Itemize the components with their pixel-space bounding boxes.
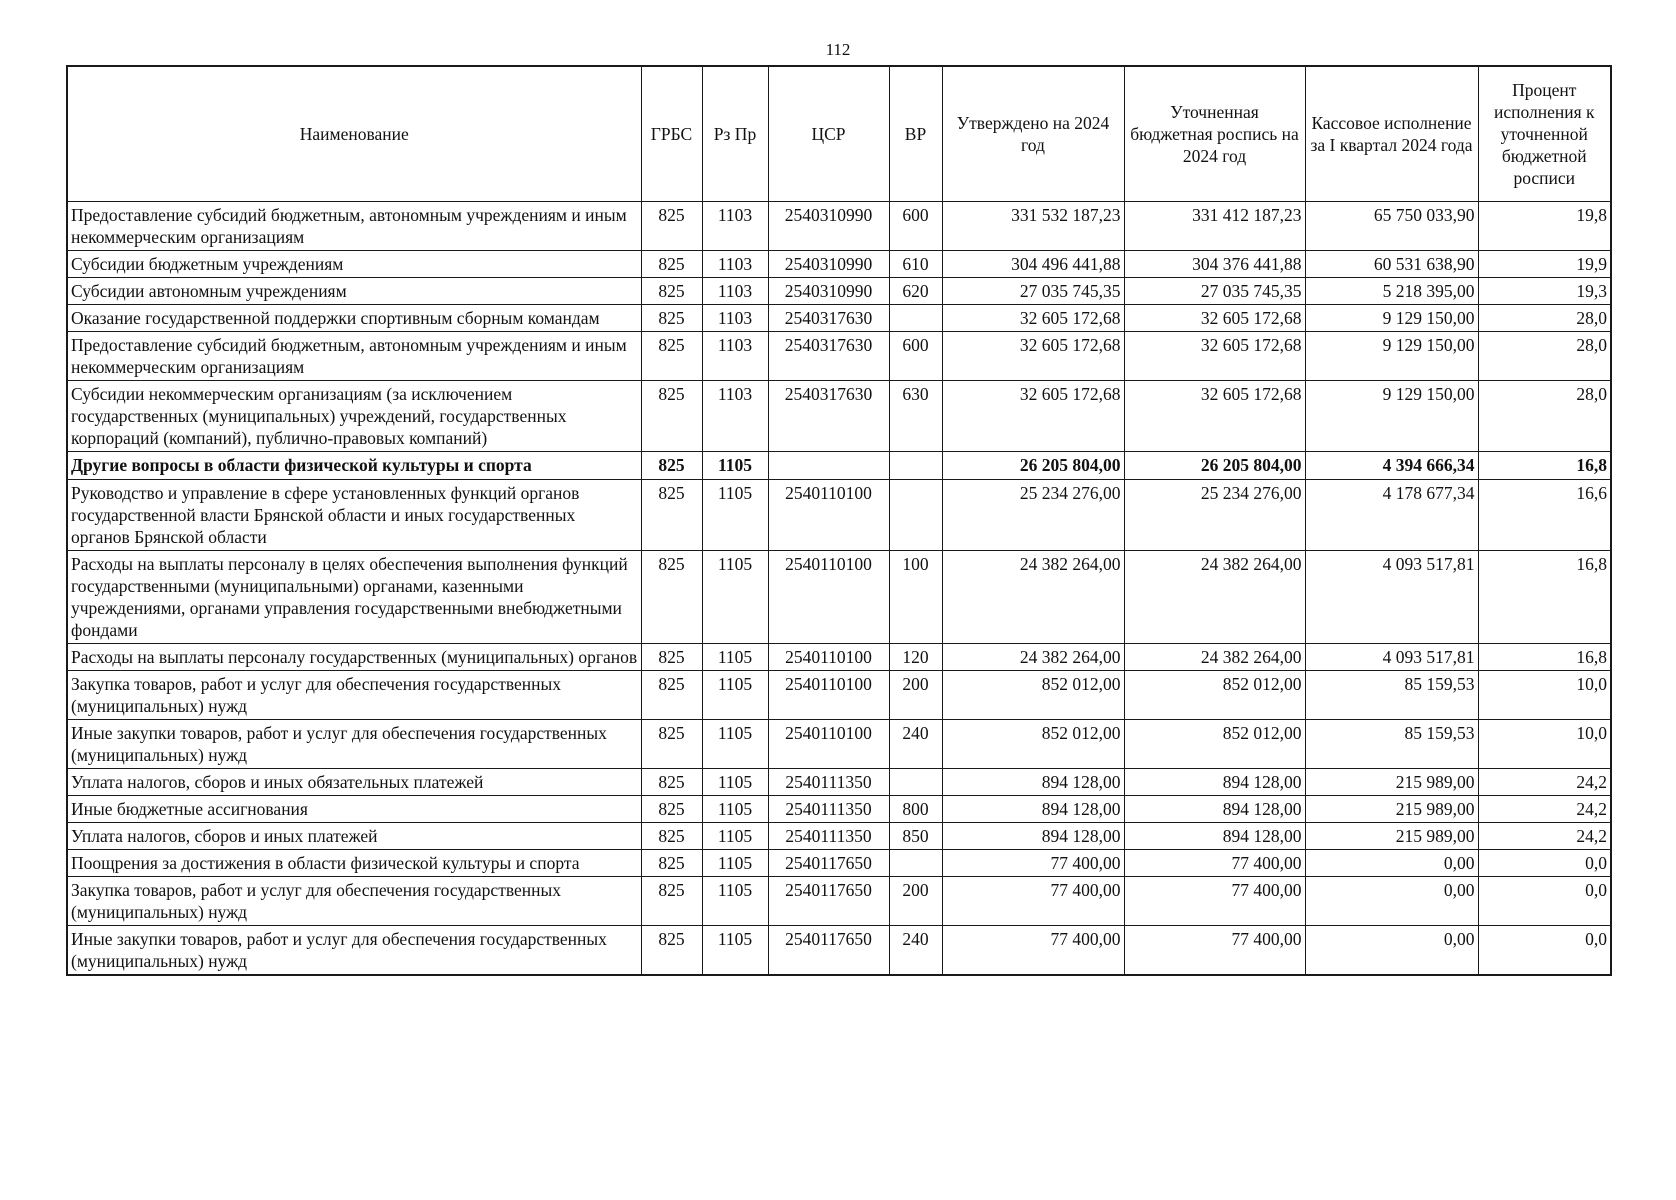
table-header — [67, 66, 1611, 202]
cell-name: Оказание государственной поддержки спортивным сборным командам — [67, 305, 641, 332]
cell-vr: 240 — [889, 719, 942, 768]
cell-name: Поощрения за достижения в области физической культуры и спорта — [67, 850, 641, 877]
cell-csr: 2540117650 — [768, 850, 889, 877]
cell-csr — [768, 452, 889, 479]
cell-approved: 77 400,00 — [942, 877, 1124, 926]
cell-vr: 600 — [889, 332, 942, 381]
cell-grbs: 825 — [641, 332, 702, 381]
cell-name: Другие вопросы в области физической культуры и спорта — [67, 452, 641, 479]
cell-percent: 10,0 — [1478, 670, 1611, 719]
cell-approved: 32 605 172,68 — [942, 332, 1124, 381]
cell-refined: 24 382 264,00 — [1124, 643, 1305, 670]
cell-vr — [889, 452, 942, 479]
cell-vr: 120 — [889, 643, 942, 670]
cell-percent: 0,0 — [1478, 926, 1611, 976]
cell-name: Руководство и управление в сфере установленных функций органов государственной власти Брянской области и иных государственных органов Брянской области — [67, 479, 641, 550]
cell-cash: 5 218 395,00 — [1305, 278, 1478, 305]
cell-refined: 894 128,00 — [1124, 796, 1305, 823]
cell-csr: 2540110100 — [768, 719, 889, 768]
cell-name: Расходы на выплаты персоналу в целях обеспечения выполнения функций государственными (муниципальными) органами, казенными учреждениями, органами управления государственными внебюджетными фондами — [67, 550, 641, 643]
cell-refined: 77 400,00 — [1124, 850, 1305, 877]
cell-percent: 16,6 — [1478, 479, 1611, 550]
header-refined: Уточненная бюджетная роспись на 2024 год — [1124, 66, 1305, 202]
cell-grbs: 825 — [641, 796, 702, 823]
cell-cash: 9 129 150,00 — [1305, 332, 1478, 381]
cell-approved: 77 400,00 — [942, 926, 1124, 976]
cell-cash: 0,00 — [1305, 850, 1478, 877]
cell-rzpr: 1105 — [702, 452, 768, 479]
cell-cash: 9 129 150,00 — [1305, 305, 1478, 332]
cell-name: Предоставление субсидий бюджетным, автономным учреждениям и иным некоммерческим организациям — [67, 202, 641, 251]
cell-vr: 200 — [889, 670, 942, 719]
cell-cash: 85 159,53 — [1305, 719, 1478, 768]
cell-name: Субсидии бюджетным учреждениям — [67, 251, 641, 278]
cell-csr: 2540317630 — [768, 332, 889, 381]
cell-vr — [889, 769, 942, 796]
cell-csr: 2540317630 — [768, 381, 889, 452]
header-cash: Кассовое исполнение за I квартал 2024 года — [1305, 66, 1478, 202]
cell-cash: 65 750 033,90 — [1305, 202, 1478, 251]
cell-approved: 331 532 187,23 — [942, 202, 1124, 251]
cell-grbs: 825 — [641, 381, 702, 452]
cell-vr — [889, 305, 942, 332]
cell-cash: 0,00 — [1305, 877, 1478, 926]
cell-vr — [889, 479, 942, 550]
cell-csr: 2540310990 — [768, 251, 889, 278]
cell-percent: 16,8 — [1478, 550, 1611, 643]
cell-rzpr: 1103 — [702, 305, 768, 332]
cell-refined: 77 400,00 — [1124, 877, 1305, 926]
cell-cash: 215 989,00 — [1305, 769, 1478, 796]
header-grbs: ГРБС — [641, 66, 702, 202]
cell-rzpr: 1103 — [702, 381, 768, 452]
cell-cash: 215 989,00 — [1305, 796, 1478, 823]
cell-rzpr: 1105 — [702, 550, 768, 643]
cell-vr: 620 — [889, 278, 942, 305]
cell-rzpr: 1105 — [702, 769, 768, 796]
cell-approved: 852 012,00 — [942, 670, 1124, 719]
cell-refined: 894 128,00 — [1124, 823, 1305, 850]
table-row — [67, 877, 1611, 926]
cell-cash: 4 093 517,81 — [1305, 550, 1478, 643]
table-row — [67, 332, 1611, 381]
cell-csr: 2540110100 — [768, 550, 889, 643]
cell-csr: 2540117650 — [768, 877, 889, 926]
cell-refined: 24 382 264,00 — [1124, 550, 1305, 643]
cell-grbs: 825 — [641, 479, 702, 550]
cell-refined: 852 012,00 — [1124, 670, 1305, 719]
cell-rzpr: 1105 — [702, 643, 768, 670]
cell-rzpr: 1103 — [702, 251, 768, 278]
cell-refined: 331 412 187,23 — [1124, 202, 1305, 251]
cell-approved: 24 382 264,00 — [942, 643, 1124, 670]
header-csr: ЦСР — [768, 66, 889, 202]
cell-approved: 304 496 441,88 — [942, 251, 1124, 278]
table-row — [67, 251, 1611, 278]
cell-grbs: 825 — [641, 823, 702, 850]
cell-refined: 77 400,00 — [1124, 926, 1305, 976]
cell-grbs: 825 — [641, 278, 702, 305]
table-row — [67, 550, 1611, 643]
cell-name: Иные закупки товаров, работ и услуг для обеспечения государственных (муниципальных) нужд — [67, 719, 641, 768]
cell-grbs: 825 — [641, 926, 702, 976]
table-body — [67, 202, 1611, 976]
cell-approved: 32 605 172,68 — [942, 381, 1124, 452]
cell-percent: 0,0 — [1478, 850, 1611, 877]
cell-grbs: 825 — [641, 452, 702, 479]
cell-rzpr: 1103 — [702, 278, 768, 305]
cell-vr: 630 — [889, 381, 942, 452]
table-row — [67, 643, 1611, 670]
cell-refined: 32 605 172,68 — [1124, 381, 1305, 452]
cell-approved: 894 128,00 — [942, 769, 1124, 796]
cell-vr: 800 — [889, 796, 942, 823]
cell-csr: 2540110100 — [768, 670, 889, 719]
cell-approved: 852 012,00 — [942, 719, 1124, 768]
table-row — [67, 479, 1611, 550]
cell-percent: 19,3 — [1478, 278, 1611, 305]
cell-rzpr: 1103 — [702, 332, 768, 381]
cell-rzpr: 1105 — [702, 719, 768, 768]
cell-vr: 200 — [889, 877, 942, 926]
cell-rzpr: 1105 — [702, 670, 768, 719]
cell-cash: 4 394 666,34 — [1305, 452, 1478, 479]
cell-percent: 19,8 — [1478, 202, 1611, 251]
table-row — [67, 926, 1611, 976]
cell-percent: 16,8 — [1478, 452, 1611, 479]
cell-name: Субсидии автономным учреждениям — [67, 278, 641, 305]
cell-refined: 894 128,00 — [1124, 769, 1305, 796]
cell-approved: 25 234 276,00 — [942, 479, 1124, 550]
cell-percent: 19,9 — [1478, 251, 1611, 278]
cell-grbs: 825 — [641, 877, 702, 926]
cell-approved: 24 382 264,00 — [942, 550, 1124, 643]
cell-grbs: 825 — [641, 550, 702, 643]
cell-csr: 2540111350 — [768, 769, 889, 796]
cell-grbs: 825 — [641, 643, 702, 670]
cell-name: Уплата налогов, сборов и иных платежей — [67, 823, 641, 850]
table-row — [67, 381, 1611, 452]
cell-percent: 24,2 — [1478, 796, 1611, 823]
cell-grbs: 825 — [641, 670, 702, 719]
cell-grbs: 825 — [641, 202, 702, 251]
cell-approved: 894 128,00 — [942, 796, 1124, 823]
cell-name: Расходы на выплаты персоналу государственных (муниципальных) органов — [67, 643, 641, 670]
cell-csr: 2540111350 — [768, 823, 889, 850]
cell-name: Предоставление субсидий бюджетным, автономным учреждениям и иным некоммерческим организациям — [67, 332, 641, 381]
cell-approved: 27 035 745,35 — [942, 278, 1124, 305]
header-percent: Процент исполнения к уточненной бюджетной росписи — [1478, 66, 1611, 202]
cell-grbs: 825 — [641, 719, 702, 768]
cell-csr: 2540310990 — [768, 202, 889, 251]
cell-percent: 10,0 — [1478, 719, 1611, 768]
cell-csr: 2540110100 — [768, 479, 889, 550]
cell-name: Иные бюджетные ассигнования — [67, 796, 641, 823]
cell-approved: 32 605 172,68 — [942, 305, 1124, 332]
cell-name: Уплата налогов, сборов и иных обязательных платежей — [67, 769, 641, 796]
table-row — [67, 796, 1611, 823]
header-name: Наименование — [67, 66, 641, 202]
header-row — [67, 66, 1611, 202]
page-number: 112 — [825, 40, 851, 59]
table-row — [67, 452, 1611, 479]
cell-cash: 4 093 517,81 — [1305, 643, 1478, 670]
table-row — [67, 719, 1611, 768]
cell-rzpr: 1105 — [702, 479, 768, 550]
cell-name: Закупка товаров, работ и услуг для обеспечения государственных (муниципальных) нужд — [67, 670, 641, 719]
cell-cash: 60 531 638,90 — [1305, 251, 1478, 278]
cell-vr: 240 — [889, 926, 942, 976]
cell-rzpr: 1105 — [702, 877, 768, 926]
cell-approved: 26 205 804,00 — [942, 452, 1124, 479]
cell-csr: 2540317630 — [768, 305, 889, 332]
cell-approved: 77 400,00 — [942, 850, 1124, 877]
cell-refined: 852 012,00 — [1124, 719, 1305, 768]
cell-percent: 24,2 — [1478, 769, 1611, 796]
cell-name: Закупка товаров, работ и услуг для обеспечения государственных (муниципальных) нужд — [67, 877, 641, 926]
cell-cash: 85 159,53 — [1305, 670, 1478, 719]
cell-refined: 32 605 172,68 — [1124, 332, 1305, 381]
table-row — [67, 850, 1611, 877]
cell-grbs: 825 — [641, 305, 702, 332]
cell-grbs: 825 — [641, 769, 702, 796]
cell-refined: 304 376 441,88 — [1124, 251, 1305, 278]
header-vr: ВР — [889, 66, 942, 202]
cell-percent: 24,2 — [1478, 823, 1611, 850]
cell-percent: 16,8 — [1478, 643, 1611, 670]
cell-percent: 28,0 — [1478, 305, 1611, 332]
cell-percent: 0,0 — [1478, 877, 1611, 926]
cell-cash: 9 129 150,00 — [1305, 381, 1478, 452]
cell-refined: 25 234 276,00 — [1124, 479, 1305, 550]
cell-vr: 610 — [889, 251, 942, 278]
cell-grbs: 825 — [641, 850, 702, 877]
cell-refined: 32 605 172,68 — [1124, 305, 1305, 332]
cell-refined: 27 035 745,35 — [1124, 278, 1305, 305]
cell-approved: 894 128,00 — [942, 823, 1124, 850]
cell-csr: 2540310990 — [768, 278, 889, 305]
table-row — [67, 823, 1611, 850]
table-row — [67, 670, 1611, 719]
cell-rzpr: 1105 — [702, 850, 768, 877]
cell-vr: 850 — [889, 823, 942, 850]
cell-grbs: 825 — [641, 251, 702, 278]
cell-csr: 2540110100 — [768, 643, 889, 670]
cell-percent: 28,0 — [1478, 332, 1611, 381]
cell-csr: 2540111350 — [768, 796, 889, 823]
table-row — [67, 278, 1611, 305]
table-row — [67, 769, 1611, 796]
cell-name: Иные закупки товаров, работ и услуг для обеспечения государственных (муниципальных) нужд — [67, 926, 641, 976]
cell-cash: 0,00 — [1305, 926, 1478, 976]
header-approved: Утверждено на 2024 год — [942, 66, 1124, 202]
cell-csr: 2540117650 — [768, 926, 889, 976]
cell-vr — [889, 850, 942, 877]
cell-cash: 215 989,00 — [1305, 823, 1478, 850]
cell-rzpr: 1105 — [702, 926, 768, 976]
cell-cash: 4 178 677,34 — [1305, 479, 1478, 550]
cell-vr: 100 — [889, 550, 942, 643]
cell-rzpr: 1105 — [702, 823, 768, 850]
table-row — [67, 305, 1611, 332]
cell-refined: 26 205 804,00 — [1124, 452, 1305, 479]
cell-rzpr: 1103 — [702, 202, 768, 251]
cell-vr: 600 — [889, 202, 942, 251]
table-row — [67, 202, 1611, 251]
cell-rzpr: 1105 — [702, 796, 768, 823]
cell-percent: 28,0 — [1478, 381, 1611, 452]
header-rzpr: Рз Пр — [702, 66, 768, 202]
budget-table — [66, 65, 1612, 976]
cell-name: Субсидии некоммерческим организациям (за исключением государственных (муниципальных) учреждений, государственных корпораций (компаний), публично-правовых компаний) — [67, 381, 641, 452]
